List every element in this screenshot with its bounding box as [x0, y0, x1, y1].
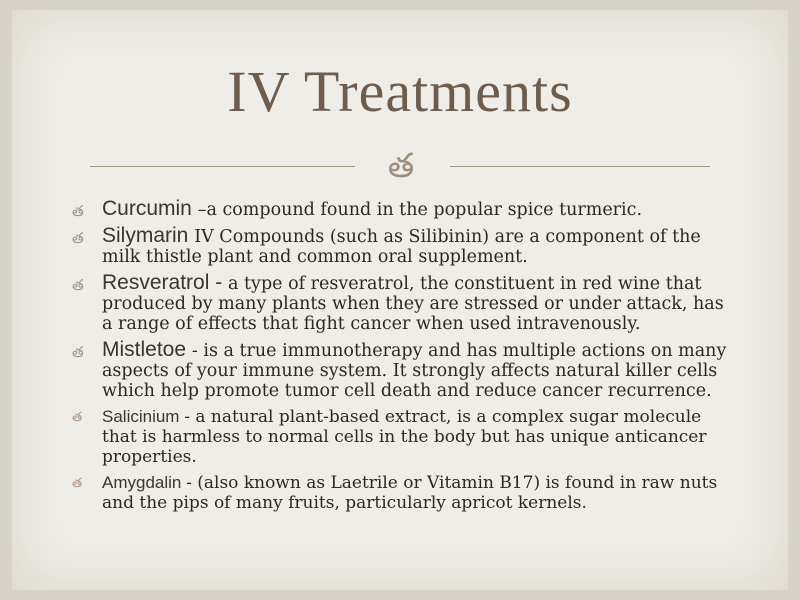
- title-divider: [90, 146, 710, 186]
- item-term: Amygdalin: [102, 473, 187, 492]
- bullet-icon: త: [72, 343, 84, 361]
- item-text: IV Compounds (such as Silibinin) are a component of the milk thistle plant and common oral supplement.: [102, 227, 701, 267]
- bullet-icon: త: [72, 276, 84, 294]
- list-item-salicinium: [72, 407, 732, 467]
- divider-line-left: [90, 166, 355, 167]
- item-term: Resveratrol -: [102, 271, 229, 294]
- item-term: Mistletoe: [102, 338, 192, 361]
- item-term: Salicinium: [102, 407, 185, 426]
- divider-line-right: [450, 166, 710, 167]
- item-term: Curcumin: [102, 197, 198, 220]
- item-text: - is a true immunotherapy and has multiple actions on many aspects of your immune system. It strongly affects natural killer cells which help promote tumor cell death and reduce cancer recurrence.: [102, 341, 727, 401]
- item-text: a type of resveratrol, the constituent in red wine that produced by many plants when they are stressed or under attack, has a range of effects that fight cancer when used intravenously.: [102, 274, 724, 334]
- slide-title: IV Treatments: [227, 59, 573, 124]
- list-item-amygdalin: [72, 473, 732, 513]
- bullet-icon: త: [72, 476, 83, 491]
- list-item-resveratrol: [72, 273, 732, 334]
- bullet-icon: త: [72, 202, 84, 220]
- list-item-mistletoe: [72, 340, 732, 401]
- item-text: - (also known as Laetrile or Vitamin B17) is found in raw nuts and the pips of many fruits, particularly apricot kernels.: [102, 473, 718, 513]
- bullet-icon: త: [72, 410, 83, 425]
- ornament-icon: త: [387, 146, 415, 186]
- bullet-list: [72, 199, 732, 519]
- list-item-curcumin: [72, 199, 732, 220]
- item-text: - a natural plant-based extract, is a complex sugar molecule that is harmless to normal cells in the body but has unique anticancer properties.: [102, 407, 707, 467]
- bullet-icon: త: [72, 229, 84, 247]
- item-term: Silymarin: [102, 224, 195, 247]
- item-text: –a compound found in the popular spice turmeric.: [197, 200, 643, 220]
- list-item-silymarin: [72, 226, 732, 267]
